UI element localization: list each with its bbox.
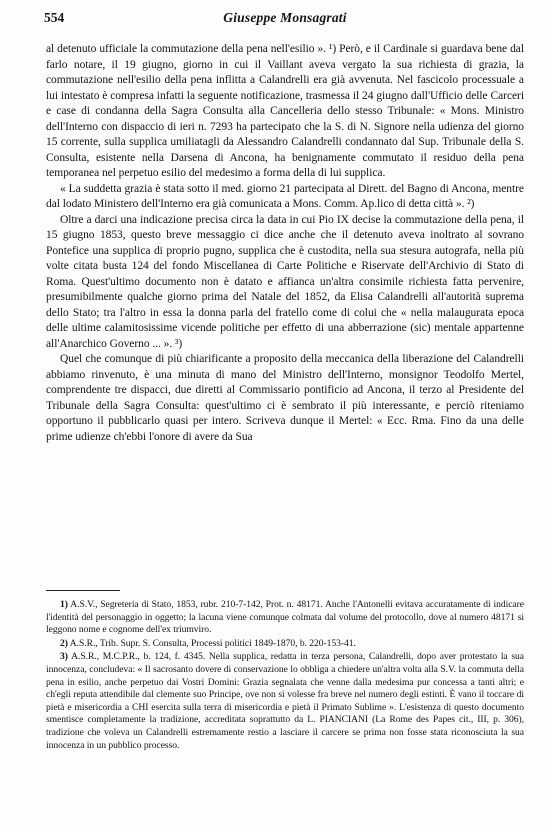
footnote-number: 2) — [60, 637, 68, 649]
footnote-text: A.S.R., M.C.P.R., b. 124, f. 4345. Nella supplica, redatta in terza persona, Calandrelli, dopo aver protestato la sua innocenza, concludeva: « Il sacrosanto dovere di conservazione lo obbliga a chiedere un'altra volta alla S.V. la commuta della pena in esilio, anche perpetuo dai Vostri Domini: Grazia segnalata che venne dalla medesima pur concessa a tanti altri; e ch'egli reputa attendibile dal clemente suo Principe, ove non si volesse fra breve nel numero degli estinti. È vano il toccare di pietà e misericordia a CHI esercita sulla terra di misericordia e pietà il Primato Sublime ». L'esistenza di questo documento smentisce completamente la tradizione, accreditata soprattutto da L. PIANCIANI (La Rome des Papes cit., III, p. 306), tradizione che voleva un Calandrelli estremamente restio a lasciare il carcere se prima non fosse stata riconosciuta la sua innocenza in un pubblico processo. — [46, 651, 524, 751]
paragraph: al detenuto ufficiale la commutazione della pena nell'esilio ». ¹) Però, e il Cardinale si guardava bene dal farlo notare, il 19 giugno, giorno in cui il Vaillant aveva vergato la sua richiesta di grazia, la commutazione nell'esilio della pena inflitta a Calandrelli era già avvenuta. Nel fascicolo processuale a lui intestato è compresa infatti la seguente notificazione, trasmessa il 24 giugno dall'Ufficio delle Carceri e case di condanna della Sagra Consulta alla Cancelleria dello stesso Tribunale: « Mons. Ministro dell'Interno con dispaccio di ieri n. 7293 ha partecipato che la S. di N. Signore nella udienza del giorno 15 corrente, sulla supplica umiliatagli da Alessandro Calandrelli condannato dal Sup. Tribunale della S. Consulta, esistente nella Darsena di Ancona, ha benignamente commutato il residuo della pena temporanea nel perpetuo esilio del medesimo a forma della di lui supplica. — [46, 43, 524, 179]
footnote-text: A.S.R., Trib. Supr. S. Consulta, Processi politici 1849-1870, b. 220-153-41. — [69, 637, 356, 649]
footnote-number: 3) — [60, 651, 68, 663]
footnote — [46, 599, 524, 637]
footnote — [46, 638, 524, 651]
paragraph: Oltre a darci una indicazione precisa circa la data in cui Pio IX decise la commutazione della pena, il 15 giugno 1853, questo breve messaggio ci dice anche che il detenuto aveva inoltrato al sovrano Pontefice una supplica di proprio pugno, supplica che è custodita, nella sua stesura autografa, nella più volte citata busta 124 del fondo Miscellanea di Carte Politiche e Riservate dell'Archivio di Stato di Roma. Quest'ultimo documento non è datato e affianca un'altra consimile richiesta fatta pervenire, presumibilmente qualche giorno prima del Natale del 1852, da Elisa Calandrelli all'autorità suprema dello Stato; tra l'altro in essa la donna parla del fratello come di colui che « nella malaugurata epoca delle ultime calamitosissime vicende politiche per effetto di una abberrazione (sic) mentale appartenne all'Anarchico Governo ... ». ³) — [46, 213, 524, 350]
page — [46, 10, 524, 445]
footnote-number: 1) — [60, 599, 68, 610]
page-number: 554 — [44, 10, 65, 25]
footnote-rule — [46, 590, 120, 591]
body-text — [46, 42, 524, 445]
running-title: Giuseppe Monsagrati — [223, 10, 347, 25]
footnotes — [46, 590, 524, 753]
paragraph: « La suddetta grazia è stata sotto il med. giorno 21 partecipata al Dirett. del Bagno di Ancona, mentre dal lodato Ministero dell'Interno era già comunicata a Mons. Comm. Ap.lico di detta città ». ²) — [46, 182, 524, 210]
footnote-text: A.S.V., Segreteria di Stato, 1853, rubr. 210-7-142, Prot. n. 48171. Anche l'Antonelli evitava accuratamente di indicare l'identità del personaggio in oggetto; la lacuna viene comunque colmata dal volume del protocollo, dove al numero 48171 si leggono nome e cognome dell'ex triumviro. — [46, 599, 524, 636]
running-head — [46, 10, 524, 32]
paragraph: Quel che comunque di più chiarificante a proposito della meccanica della liberazione del Calandrelli abbiamo rinvenuto, è una minuta di mano del Ministro dell'Interno, monsignor Teodolfo Mertel, comprendente tre dispacci, due diretti al Commissario pontificio ad Ancona, il terzo al Presidente del Tribunale della Sagra Consulta: quest'ultimo ci è sembrato il più interessante, e perciò riteniamo opportuno il pubblicarlo quasi per intero. Scriveva dunque il Mertel: « Ecc. Rma. Fino da una delle prime udienze ch'ebbi l'onore di avere da Sua — [46, 353, 524, 443]
footnote — [46, 651, 524, 752]
